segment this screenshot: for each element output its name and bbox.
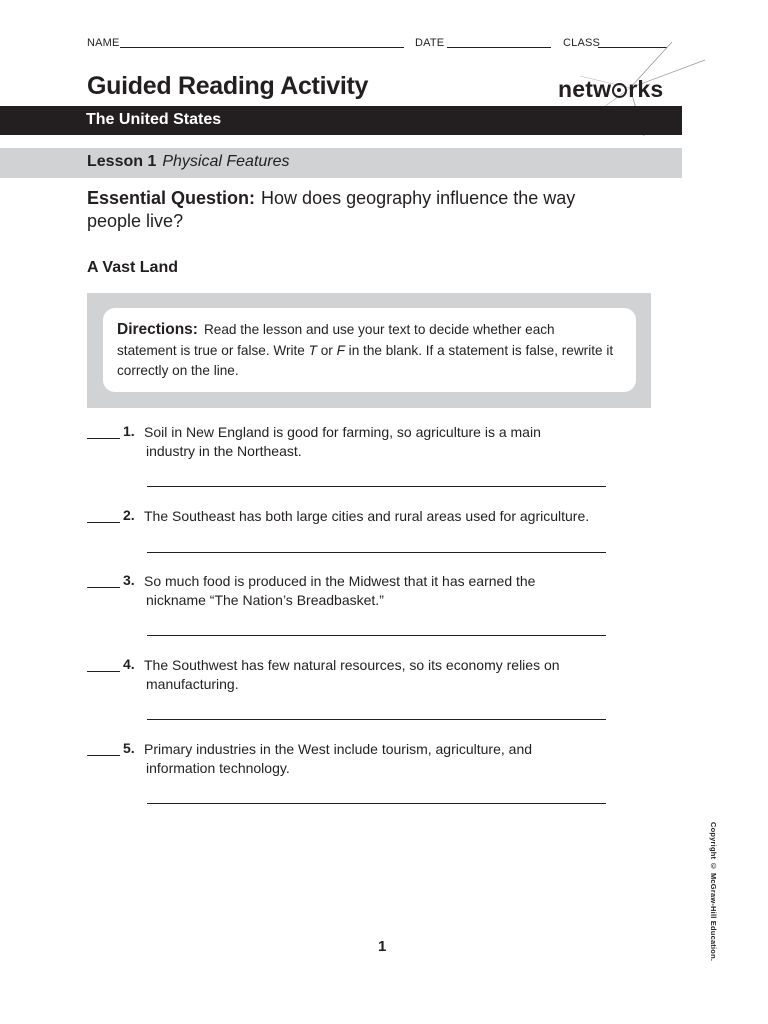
name-label: NAME: [87, 37, 120, 49]
essential-question-label: Essential Question:: [87, 188, 256, 208]
item-4-line-1: The Southwest has few natural resources, so its economy relies on: [144, 657, 560, 673]
item-1-line-2: industry in the Northeast.: [146, 443, 302, 459]
chapter-title: The United States: [86, 111, 222, 128]
answer-blank-4[interactable]: [87, 671, 120, 672]
logo-o-icon: [612, 83, 627, 98]
answer-blank-2[interactable]: [87, 522, 120, 523]
rewrite-line-3[interactable]: [147, 635, 606, 636]
essential-question: [87, 187, 607, 233]
answer-blank-5[interactable]: [87, 755, 120, 756]
name-field[interactable]: [120, 47, 404, 48]
logo-text-start: netw: [558, 76, 612, 102]
item-number-2: 2.: [123, 507, 135, 523]
page-number: 1: [378, 938, 387, 955]
date-label: DATE: [415, 37, 445, 49]
item-statement-2: [144, 507, 614, 526]
directions-t: T: [308, 342, 317, 358]
item-4-line-2: manufacturing.: [146, 676, 239, 692]
essential-question-text: How does geography influence the way people live?: [87, 188, 576, 231]
lesson-title: Physical Features: [162, 153, 290, 170]
lesson-label: Lesson 1: [87, 153, 157, 170]
date-field[interactable]: [447, 47, 551, 48]
directions-or: or: [316, 342, 337, 358]
item-statement-5: [144, 740, 614, 778]
rewrite-line-5[interactable]: [147, 803, 606, 804]
answer-blank-1[interactable]: [87, 438, 120, 439]
directions-text: [117, 320, 617, 382]
page-title: Guided Reading Activity: [87, 72, 369, 100]
item-1-line-1: Soil in New England is good for farming, so agriculture is a main: [144, 424, 541, 440]
directions-part-1: Read the lesson and use your text to decide whether each statement is true or false. Write: [117, 322, 555, 358]
directions-f: F: [336, 342, 345, 358]
section-heading: A Vast Land: [87, 259, 178, 276]
item-3-line-2: nickname “The Nation’s Breadbasket.”: [146, 592, 384, 608]
answer-blank-3[interactable]: [87, 587, 120, 588]
item-number-4: 4.: [123, 656, 135, 672]
item-statement-1: [144, 423, 614, 461]
rewrite-line-4[interactable]: [147, 719, 606, 720]
copyright-notice: Copyright © McGraw-Hill Education.: [709, 822, 718, 962]
networks-logo: [558, 76, 663, 103]
directions-label: Directions:: [117, 321, 198, 338]
lesson-heading: [87, 153, 290, 171]
item-2-line-1: The Southeast has both large cities and rural areas used for agriculture.: [144, 508, 590, 524]
class-label: CLASS: [563, 37, 601, 49]
item-3-line-1: So much food is produced in the Midwest that it has earned the: [144, 573, 536, 589]
item-5-line-1: Primary industries in the West include tourism, agriculture, and: [144, 741, 533, 757]
item-number-1: 1.: [123, 423, 135, 439]
item-5-line-2: information technology.: [146, 760, 290, 776]
rewrite-line-2[interactable]: [147, 552, 606, 553]
directions-part-2: in the blank. If a statement is false, rewrite it correctly on the line.: [117, 342, 614, 378]
item-statement-4: [144, 656, 614, 694]
item-statement-3: [144, 572, 614, 610]
logo-text-end: rks: [628, 76, 664, 102]
item-number-3: 3.: [123, 572, 135, 588]
rewrite-line-1[interactable]: [147, 486, 606, 487]
item-number-5: 5.: [123, 740, 135, 756]
